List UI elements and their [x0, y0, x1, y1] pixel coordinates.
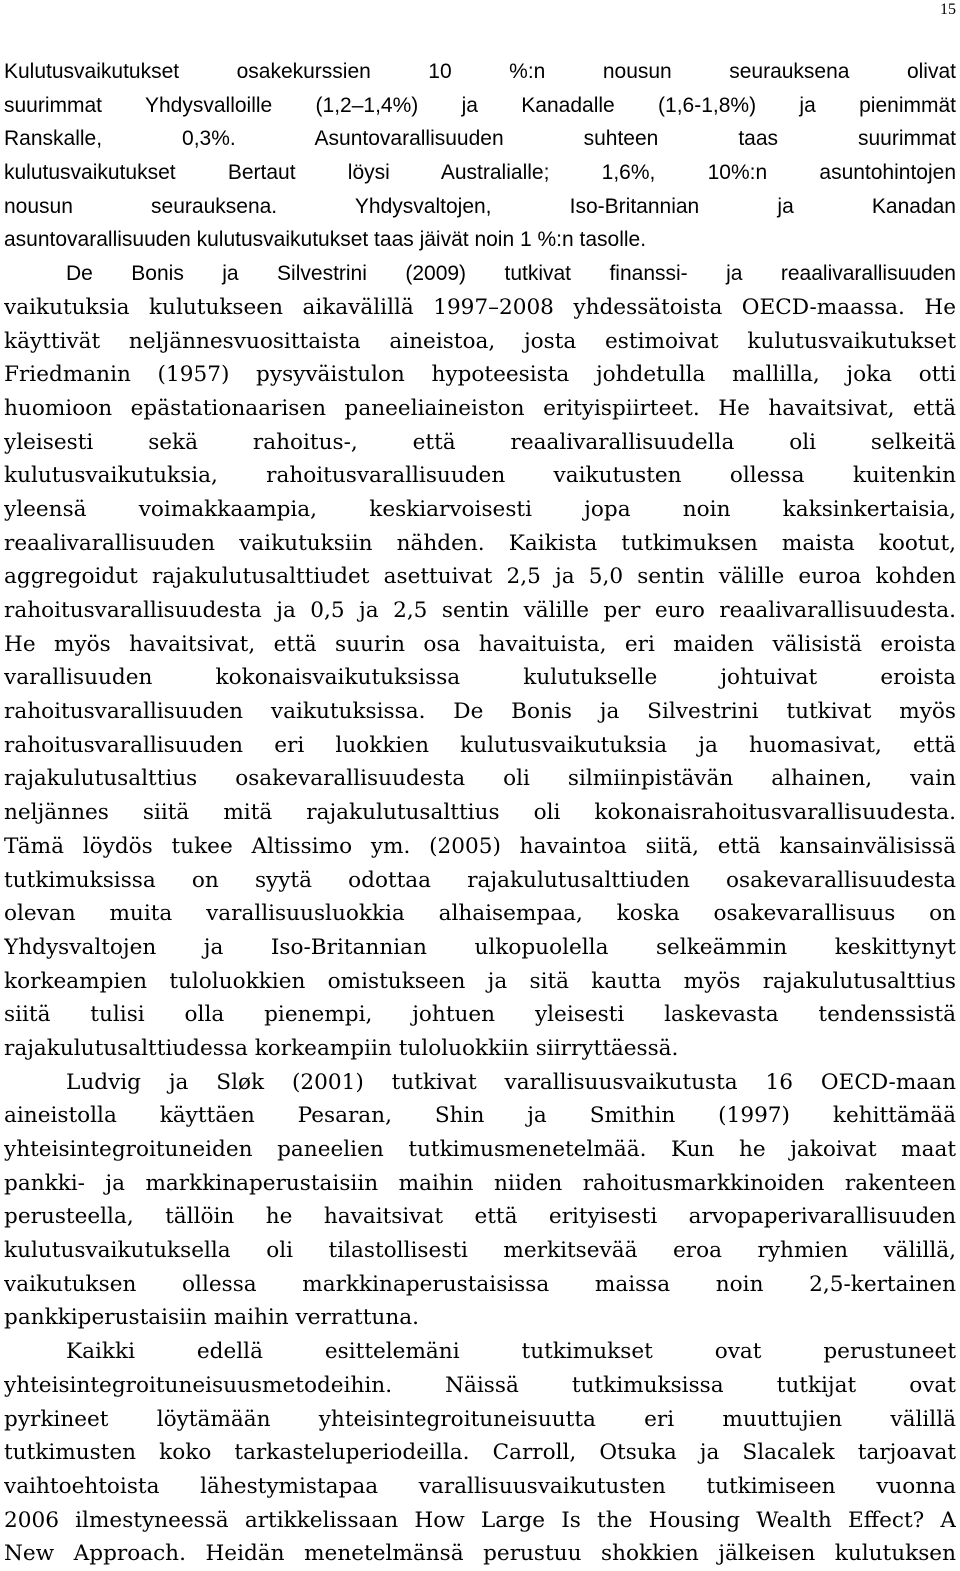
text-line: vaikutuksen ollessa markkinaperustaisissa maissa noin 2,5-kertainen [4, 1271, 956, 1297]
text-line: 2006 ilmestyneessä artikkelissaan How Large Is the Housing Wealth Effect? A [4, 1507, 956, 1533]
text-line: neljännes siitä mitä rajakulutusalttius oli kokonaisrahoitusvarallisuudesta. [4, 800, 956, 826]
text-line: reaalivarallisuuden vaikutuksiin nähden. Kaikista tutkimuksen maista kootut, [4, 530, 956, 556]
text-line: pankki- ja markkinaperustaisiin maihin niiden rahoitusmarkkinoiden rakenteen [4, 1170, 956, 1196]
text-line: nousun seurauksena. Yhdysvaltojen, Iso-Britannian ja Kanadan [4, 194, 956, 218]
text-line: Kulutusvaikutukset osakekurssien 10 %:n nousun seurauksena olivat [4, 60, 956, 83]
text-line: De Bonis ja Silvestrini (2009) tutkivat finanssi- ja reaalivarallisuuden [66, 262, 956, 286]
text-line: Ranskalle, 0,3%. Asuntovarallisuuden suhteen taas suurimmat [4, 127, 956, 151]
text-line: He myös havaitsivat, että suurin osa havaituista, eri maiden välisistä eroista [4, 631, 956, 657]
text-line: pyrkineet löytämään yhteisintegroituneisuutta eri muuttujien välillä [4, 1406, 956, 1432]
text-line: pankkiperustaisiin maihin verrattuna. [4, 1305, 419, 1331]
body-text [4, 55, 956, 1571]
text-line: Yhdysvaltojen ja Iso-Britannian ulkopuolella selkeämmin keskittynyt [4, 934, 956, 960]
text-line: perusteella, tällöin he havaitsivat että erityisesti arvopaperivarallisuuden [4, 1204, 956, 1230]
text-line: vaihtoehtoista lähestymistapaa varallisuusvaikutusten tutkimiseen vuonna [4, 1473, 956, 1499]
text-line: siitä tulisi olla pienempi, johtuen yleisesti laskevasta tendenssistä [4, 1002, 956, 1028]
text-line: Friedmanin (1957) pysyväistulon hypoteesista johdetulla mallilla, joka otti [4, 362, 956, 388]
text-line: rahoitusvarallisuudesta ja 0,5 ja 2,5 sentin välille per euro reaalivarallisuudesta. [4, 598, 956, 623]
text-line: New Approach. Heidän menetelmänsä perustuu shokkien jälkeisen kulutuksen [4, 1541, 956, 1567]
paragraph [4, 55, 956, 1066]
text-line: tutkimusten koko tarkasteluperiodeilla. Carroll, Otsuka ja Slacalek tarjoavat [4, 1440, 956, 1466]
text-line: yhteisintegroituneiden paneelien tutkimusmenetelmää. Kun he jakoivat maat [4, 1137, 956, 1162]
text-line: rahoitusvarallisuuden eri luokkien kulutusvaikutuksia ja huomasivat, että [4, 732, 956, 758]
text-line: huomioon epästationaarisen paneeliaineiston erityispiirteet. He havaitsivat, että [4, 395, 956, 421]
text-line: Tämä löydös tukee Altissimo ym. (2005) havaintoa siitä, että kansainvälisissä [4, 833, 956, 859]
text-line: suurimmat Yhdysvalloille (1,2–1,4%) ja Kanadalle (1,6-1,8%) ja pienimmät [4, 93, 956, 117]
text-line: asuntovarallisuuden kulutusvaikutukset taas jäivät noin 1 %:n tasolle. [4, 228, 647, 252]
text-line: aggregoidut rajakulutusalttiudet asettuivat 2,5 ja 5,0 sentin välille euroa kohden [4, 564, 956, 590]
text-line: kulutusvaikutuksella oli tilastollisesti merkitsevää eroa ryhmien välillä, [4, 1238, 956, 1264]
text-line: Kaikki edellä esittelemäni tutkimukset ovat perustuneet [66, 1339, 956, 1365]
text-line: yleensä voimakkaampia, keskiarvoisesti jopa noin kaksinkertaisia, [4, 496, 956, 522]
text-line: rajakulutusalttius osakevarallisuudesta oli silmiinpistävän alhainen, vain [4, 766, 956, 792]
text-line: rahoitusvarallisuuden vaikutuksissa. De Bonis ja Silvestrini tutkivat myös [4, 699, 956, 725]
text-line: olevan muita varallisuusluokkia alhaisempaa, koska osakevarallisuus on [4, 901, 956, 927]
text-line: varallisuuden kokonaisvaikutuksissa kulutukselle johtuivat eroista [4, 665, 956, 691]
text-line: käyttivät neljännesvuosittaista aineistoa, josta estimoivat kulutusvaikutukset [4, 328, 956, 354]
text-line: yhteisintegroituneisuusmetodeihin. Näissä tutkimuksissa tutkijat ovat [4, 1372, 956, 1398]
text-line: yleisesti sekä rahoitus-, että reaalivarallisuudella oli selkeitä [4, 429, 956, 455]
text-line: Ludvig ja Sløk (2001) tutkivat varallisuusvaikutusta 16 OECD-maan [66, 1069, 956, 1095]
text-line: rajakulutusalttiudessa korkeampiin tuloluokkiin siirryttäessä. [4, 1035, 679, 1061]
text-line: kulutusvaikutuksia, rahoitusvarallisuuden vaikutusten ollessa kuitenkin [4, 463, 956, 489]
paragraph [4, 1335, 956, 1571]
text-line: kulutusvaikutukset Bertaut löysi Australialle; 1,6%, 10%:n asuntohintojen [4, 161, 956, 185]
text-line: korkeampien tuloluokkien omistukseen ja sitä kautta myös rajakulutusalttius [4, 968, 956, 994]
text-line: aineistolla käyttäen Pesaran, Shin ja Smithin (1997) kehittämää [4, 1103, 956, 1129]
paragraph [4, 1066, 956, 1336]
text-line: tutkimuksissa on syytä odottaa rajakulutusalttiuden osakevarallisuudesta [4, 867, 956, 893]
text-line: vaikutuksia kulutukseen aikavälillä 1997–2008 yhdessätoista OECD-maassa. He [4, 294, 956, 320]
page-number: 15 [940, 1, 956, 18]
